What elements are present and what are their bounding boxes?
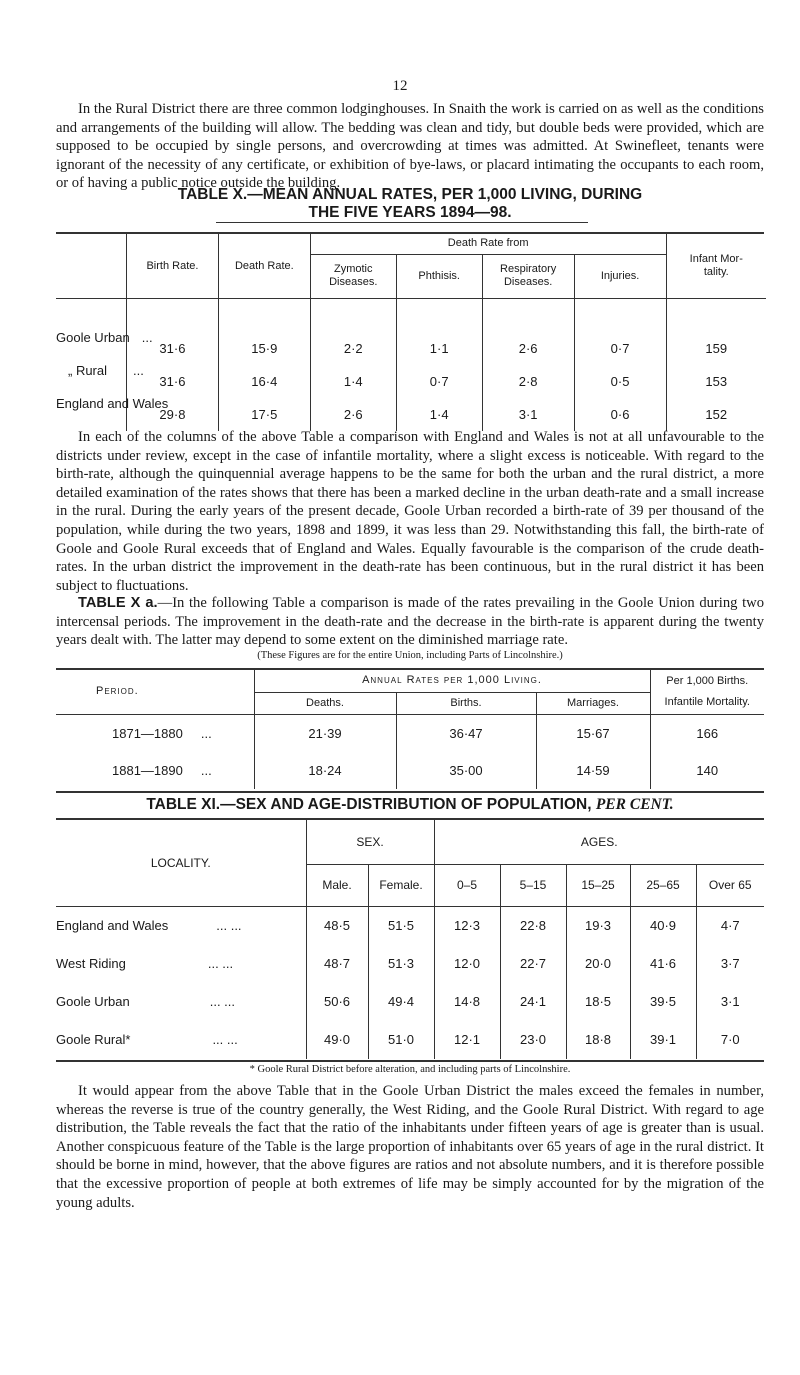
locality-cell: West Riding ... ... xyxy=(56,956,234,971)
table11 xyxy=(56,820,764,1059)
period-cell: 1871—1880 ... xyxy=(56,714,254,752)
header-ages: AGES. xyxy=(434,820,764,864)
header-male: Male. xyxy=(306,864,368,906)
table-row xyxy=(56,752,764,789)
cell: 2·6 xyxy=(482,332,574,365)
table11-bottom-rule xyxy=(56,1060,764,1062)
cell: 12·1 xyxy=(434,1021,500,1059)
cell: 22·7 xyxy=(500,945,566,983)
cell: 24·1 xyxy=(500,983,566,1021)
cell: 48·5 xyxy=(306,906,368,945)
cell: 152 xyxy=(666,398,766,431)
table10a xyxy=(56,670,764,789)
locality-cell: Goole Rural* ... ... xyxy=(56,1032,238,1047)
cell: 1·4 xyxy=(396,398,482,431)
table-row xyxy=(56,1021,764,1059)
table10a-note: (These Figures are for the entire Union, including Parts of Lincolnshire.) xyxy=(257,650,563,661)
table10 xyxy=(126,234,766,431)
cell: 36·47 xyxy=(396,714,536,752)
header-age-over-65: Over 65 xyxy=(696,864,764,906)
cell: 31·6 xyxy=(127,365,219,398)
table10-header-rule xyxy=(56,298,764,299)
header-death-rate: Death Rate. xyxy=(218,234,310,299)
header-death-rate-from: Death Rate from xyxy=(310,234,666,254)
header-births: Births. xyxy=(396,692,536,714)
table-row xyxy=(127,365,767,398)
cell: 35·00 xyxy=(396,752,536,789)
cell: 18·5 xyxy=(566,983,630,1021)
cell: 1·4 xyxy=(310,365,396,398)
cell: 12·0 xyxy=(434,945,500,983)
table-row xyxy=(127,332,767,365)
cell: 3·1 xyxy=(696,983,764,1021)
cell: 153 xyxy=(666,365,766,398)
title-underline xyxy=(216,222,588,223)
cell: 2·6 xyxy=(310,398,396,431)
cell: 41·6 xyxy=(630,945,696,983)
table-row xyxy=(56,714,764,752)
header-sex: SEX. xyxy=(306,820,434,864)
cell: 18·8 xyxy=(566,1021,630,1059)
table10-title-line1: TABLE X.—MEAN ANNUAL RATES, PER 1,000 LIVING, DURING xyxy=(177,186,643,203)
header-marriages: Marriages. xyxy=(536,692,650,714)
header-phthisis: Phthisis. xyxy=(396,254,482,298)
cell: 39·1 xyxy=(630,1021,696,1059)
header-period: Period. xyxy=(96,685,139,698)
cell: 18·24 xyxy=(254,752,396,789)
cell: 0·6 xyxy=(574,398,666,431)
cell: 7·0 xyxy=(696,1021,764,1059)
table11-title: TABLE XI.—SEX AND AGE-DISTRIBUTION OF POPULATION, PER CENT. xyxy=(146,796,674,813)
paragraph-comparison: In each of the columns of the above Table a comparison with England and Wales is not at all unfavourable to the districts under review, except in the case of infantile mortality, where a slight excess is noticeable. With regard to the birth-rate, although the quinquennial average happens to be the same for both the urban and the rural district, a more detailed examination of the rates shows that there has been a marked decline in the urban death-rate and a small increase in the rural. During the early years of the present decade, Goole Urban recorded a birth-rate of 39 per thousand of the population, while during the two years, 1898 and 1899, it was less than 29. Notwithstanding this fall, the birth-rate of Goole and Goole Rural exceeds that of England and Wales. Equally favourable is the comparison of the crude death-rates. In the urban district the improvement in the death-rate has been continuous, but in the rural district it has been subject to fluctuations. xyxy=(56,429,764,594)
table11-footnote: * Goole Rural District before alteration, and including parts of Lincolnshire. xyxy=(249,1064,571,1075)
header-annual-rates: Annual Rates per 1,000 Living. xyxy=(254,670,650,692)
header-age-5-15: 5–15 xyxy=(500,864,566,906)
cell: 51·3 xyxy=(368,945,434,983)
cell: 16·4 xyxy=(218,365,310,398)
page-number: 12 xyxy=(392,78,408,94)
table10-title-line2: THE FIVE YEARS 1894—98. xyxy=(308,204,512,221)
cell: 50·6 xyxy=(306,983,368,1021)
header-infant-mortality: Infant Mor-tality. xyxy=(666,234,766,299)
header-deaths: Deaths. xyxy=(254,692,396,714)
header-age-0-5: 0–5 xyxy=(434,864,500,906)
locality-cell: Goole Urban ... ... xyxy=(56,994,236,1009)
cell: 3·7 xyxy=(696,945,764,983)
cell: 159 xyxy=(666,332,766,365)
header-respiratory: Respiratory Diseases. xyxy=(482,254,574,298)
cell: 14·59 xyxy=(536,752,650,789)
cell: 3·1 xyxy=(482,398,574,431)
cell: 20·0 xyxy=(566,945,630,983)
cell: 40·9 xyxy=(630,906,696,945)
header-per-1000-births: Per 1,000 Births. xyxy=(650,670,764,692)
header-zymotic: Zymotic Diseases. xyxy=(310,254,396,298)
row-label-england-wales: England and Wales xyxy=(56,396,169,411)
cell: 17·5 xyxy=(218,398,310,431)
cell: 51·5 xyxy=(368,906,434,945)
cell: 0·7 xyxy=(396,365,482,398)
header-female: Female. xyxy=(368,864,434,906)
cell: 4·7 xyxy=(696,906,764,945)
cell: 140 xyxy=(650,752,764,789)
table10a-bottom-rule xyxy=(56,791,764,793)
cell: 2·8 xyxy=(482,365,574,398)
cell: 2·2 xyxy=(310,332,396,365)
cell: 48·7 xyxy=(306,945,368,983)
cell: 21·39 xyxy=(254,714,396,752)
cell: 0·5 xyxy=(574,365,666,398)
cell: 0·7 xyxy=(574,332,666,365)
paragraph-table10a-intro: TABLE X a.—In the following Table a comparison is made of the rates prevailing in the Goole Union during two intercensal periods. The improvement in the death-rate and the decrease in the birth-rate is apparent during the twenty years dealt with. The latter may depend to some extent on the diminished marriage rate. xyxy=(56,595,764,649)
row-label-goole-rural: „ Rural ... xyxy=(68,363,144,378)
cell: 31·6 xyxy=(127,332,219,365)
cell: 1·1 xyxy=(396,332,482,365)
cell: 166 xyxy=(650,714,764,752)
header-locality: LOCALITY. xyxy=(150,855,211,870)
header-infantile-mortality: Infantile Mortality. xyxy=(650,692,764,714)
cell: 15·67 xyxy=(536,714,650,752)
cell: 49·4 xyxy=(368,983,434,1021)
cell: 23·0 xyxy=(500,1021,566,1059)
cell: 12·3 xyxy=(434,906,500,945)
paragraph-lodginghouses: In the Rural District there are three common lodginghouses. In Snaith the work is carried on as well as the conditions and arrangements of the building will allow. The bedding was clean and tidy, but double beds were provided, which are supposed to be occupied by single persons, and overcrowding at times was admitted. At Swinefleet, tenants were ignorant of the necessity of any certificate, or exhibition of bye-laws, or placard intimating the occupants to each room, or of having a public notice outside the building. xyxy=(56,101,764,192)
table-row xyxy=(56,945,764,983)
table-row xyxy=(56,983,764,1021)
period-cell: 1881—1890 ... xyxy=(112,762,212,778)
table-row xyxy=(127,398,767,431)
cell: 51·0 xyxy=(368,1021,434,1059)
locality-cell: England and Wales ... ... xyxy=(56,906,306,945)
cell: 15·9 xyxy=(218,332,310,365)
cell: 49·0 xyxy=(306,1021,368,1059)
header-age-15-25: 15–25 xyxy=(566,864,630,906)
row-label-goole-urban: Goole Urban ... xyxy=(56,330,153,345)
cell: 14·8 xyxy=(434,983,500,1021)
header-birth-rate: Birth Rate. xyxy=(127,234,219,299)
cell: 19·3 xyxy=(566,906,630,945)
cell: 39·5 xyxy=(630,983,696,1021)
cell: 29·8 xyxy=(127,398,219,431)
header-age-25-65: 25–65 xyxy=(630,864,696,906)
cell: 22·8 xyxy=(500,906,566,945)
header-injuries: Injuries. xyxy=(574,254,666,298)
paragraph-sex-age: It would appear from the above Table that in the Goole Urban District the males exceed the females in number, whereas the reverse is true of the country generally, the West Riding, and the Goole Rural District. With regard to age distribution, the Table reveals the fact that the ratio of the inhabitants under fifteen years of age is greater than is usual. Another conspicuous feature of the Table is the large proportion of inhabitants over 65 years of age in the rural district. It should be borne in mind, however, that the above figures are ratios and not absolute numbers, and it is therefore possible that the excessive proportion of people at both extremes of life may be simply accounted for by the migration of the young adults. xyxy=(56,1083,764,1211)
table-row xyxy=(56,906,764,945)
